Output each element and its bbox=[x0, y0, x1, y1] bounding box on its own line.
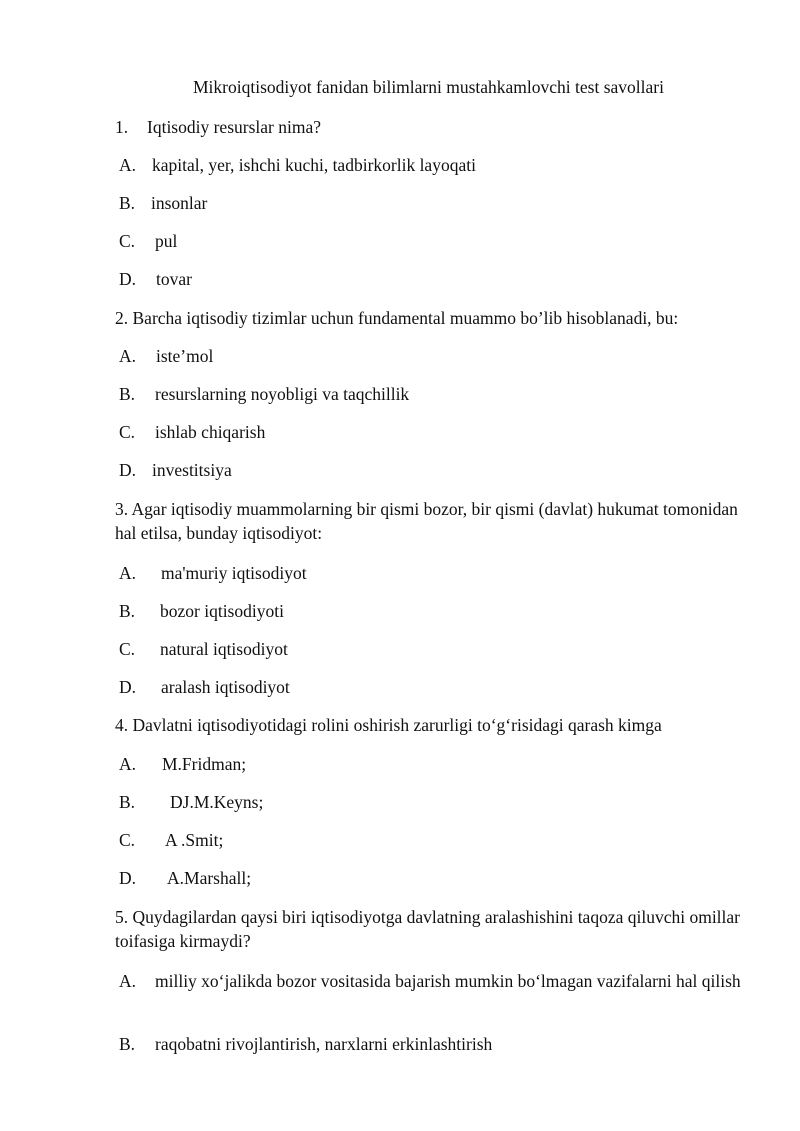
option-3a bbox=[119, 562, 307, 584]
option-letter: A. bbox=[119, 971, 137, 991]
option-text: DJ.M.Keyns; bbox=[170, 792, 264, 812]
option-letter: C. bbox=[119, 639, 136, 659]
option-text: kapital, yer, ishchi kuchi, tadbirkorlik layoqati bbox=[152, 155, 476, 175]
question-1 bbox=[115, 116, 321, 138]
option-text: iste’mol bbox=[156, 346, 214, 366]
option-letter: C. bbox=[119, 830, 136, 850]
option-letter: D. bbox=[119, 677, 137, 697]
option-text: resurslarning noyobligi va taqchillik bbox=[155, 384, 410, 404]
question-4: 4. Davlatni iqtisodiyotidagi rolini oshirish zarurligi to‘g‘risidagi qarash kimga bbox=[115, 715, 662, 735]
option-letter: B. bbox=[119, 193, 136, 213]
option-letter: A. bbox=[119, 563, 137, 583]
option-letter: B. bbox=[119, 384, 136, 404]
option-letter: A. bbox=[119, 155, 137, 175]
option-4b bbox=[119, 791, 263, 813]
option-text: raqobatni rivojlantirish, narxlarni erkinlashtirish bbox=[155, 1034, 493, 1054]
option-letter: C. bbox=[119, 422, 136, 442]
option-2d bbox=[119, 459, 232, 481]
option-text: milliy xo‘jalikda bozor vositasida bajarish mumkin bo‘lmagan vazifalarni hal qilish bbox=[155, 971, 741, 991]
option-letter: A. bbox=[119, 346, 137, 366]
question-3: 3. Agar iqtisodiy muammolarning bir qismi bozor, bir qismi (davlat) hukumat tomonidan hal etilsa, bunday iqtisodiyot: bbox=[115, 499, 738, 543]
option-letter: B. bbox=[119, 601, 136, 621]
option-1c bbox=[119, 230, 177, 252]
option-letter: D. bbox=[119, 269, 137, 289]
option-5a bbox=[115, 969, 755, 993]
option-1d bbox=[119, 268, 192, 290]
option-text: A .Smit; bbox=[165, 830, 224, 850]
option-letter: B. bbox=[119, 1034, 136, 1054]
question-text: Iqtisodiy resurslar nima? bbox=[147, 117, 321, 137]
option-3b bbox=[119, 600, 284, 622]
option-letter: A. bbox=[119, 754, 137, 774]
option-letter: C. bbox=[119, 231, 136, 251]
option-text: A.Marshall; bbox=[167, 868, 252, 888]
option-letter: D. bbox=[119, 868, 137, 888]
option-text: insonlar bbox=[151, 193, 208, 213]
option-5b bbox=[119, 1033, 492, 1055]
option-1a bbox=[119, 154, 476, 176]
option-4a bbox=[119, 753, 246, 775]
option-3d bbox=[119, 676, 290, 698]
option-text: natural iqtisodiyot bbox=[160, 639, 288, 659]
question-5: 5. Quydagilardan qaysi biri iqtisodiyotga davlatning aralashishini taqoza qiluvchi omillar toifasiga kirmaydi? bbox=[115, 907, 741, 951]
option-2c bbox=[119, 421, 265, 443]
option-text: M.Fridman; bbox=[162, 754, 247, 774]
option-text: bozor iqtisodiyoti bbox=[160, 601, 284, 621]
option-4c bbox=[119, 829, 223, 851]
question-2: 2. Barcha iqtisodiy tizimlar uchun fundamental muammo bo’lib hisoblanadi, bu: bbox=[115, 308, 679, 328]
option-text: aralash iqtisodiyot bbox=[161, 677, 290, 697]
option-3c bbox=[119, 638, 288, 660]
option-1b bbox=[119, 192, 207, 214]
option-2a bbox=[119, 345, 213, 367]
option-text: pul bbox=[155, 231, 178, 251]
question-number: 1. bbox=[115, 117, 129, 137]
option-text: ma'muriy iqtisodiyot bbox=[161, 563, 307, 583]
option-4d bbox=[119, 867, 251, 889]
option-text: ishlab chiqarish bbox=[155, 422, 266, 442]
option-2b bbox=[119, 383, 409, 405]
option-text: tovar bbox=[156, 269, 192, 289]
option-letter: B. bbox=[119, 792, 136, 812]
option-text: investitsiya bbox=[152, 460, 232, 480]
option-letter: D. bbox=[119, 460, 137, 480]
page-title: Mikroiqtisodiyot fanidan bilimlarni mustahkamlovchi test savollari bbox=[193, 77, 664, 97]
